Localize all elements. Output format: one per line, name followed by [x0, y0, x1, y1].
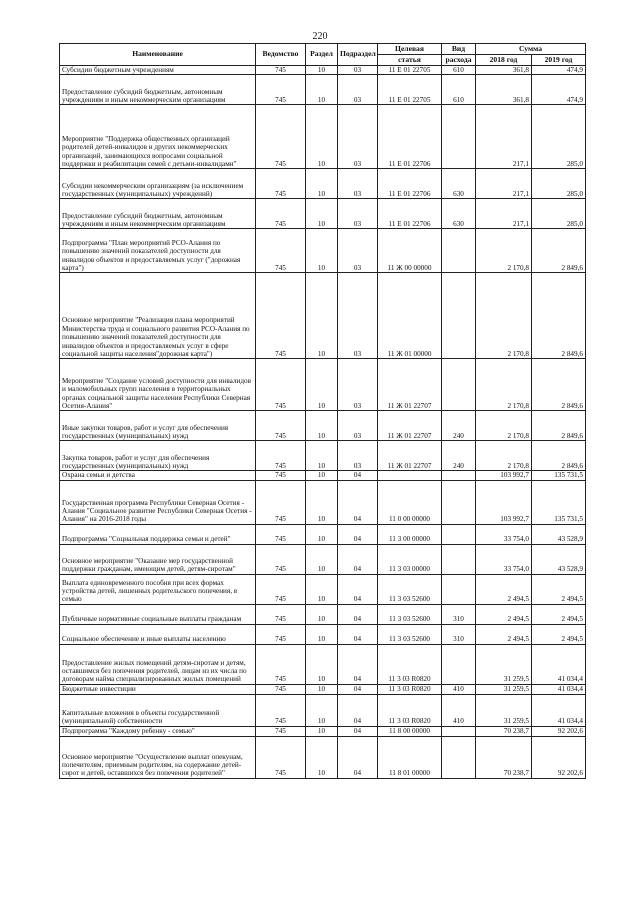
cell-name: Мероприятие "Создание условий доступности для инвалидов и маломобильных групп населения в территориальных органах социальной защиты населения Республики Северная Осетия-Алания": [60, 359, 256, 411]
cell-vid: [442, 736, 476, 778]
cell-vid: [442, 105, 476, 169]
header-summa: Сумма: [476, 44, 586, 55]
cell-2018: 217,1: [476, 169, 532, 199]
table-row: [60, 524, 586, 544]
cell-2019: 43 528,9: [532, 544, 586, 574]
cell-2018: 33 754,0: [476, 544, 532, 574]
cell-podrazdel: 04: [338, 471, 378, 480]
cell-podrazdel: 03: [338, 199, 378, 229]
table-header: [60, 44, 586, 66]
cell-vid: [442, 480, 476, 524]
table-row: [60, 273, 586, 359]
cell-podrazdel: 04: [338, 574, 378, 604]
cell-2018: 2 170,8: [476, 441, 532, 471]
cell-2018: 103 992,7: [476, 480, 532, 524]
table-row: [60, 726, 586, 736]
table-row: [60, 736, 586, 778]
cell-vedomstvo: 745: [256, 359, 306, 411]
cell-2019: 41 034,4: [532, 694, 586, 726]
cell-name: Предоставление жилых помещений детям-сиротам и детям, оставшимся без попечения родителей, лицам из их числа по договорам найма специализированных жилых помещений: [60, 644, 256, 684]
cell-vedomstvo: 745: [256, 544, 306, 574]
cell-vid: [442, 471, 476, 480]
cell-razdel: 10: [306, 169, 338, 199]
cell-target: 11 3 03 R0820: [378, 684, 442, 694]
cell-2019: 285,0: [532, 199, 586, 229]
header-vid-line1: Вид: [442, 44, 476, 55]
table-row: [60, 604, 586, 624]
header-name: Наименование: [60, 44, 256, 66]
cell-vid: 240: [442, 441, 476, 471]
cell-2018: 361,8: [476, 66, 532, 75]
cell-name: Закупка товаров, работ и услуг для обеспечения государственных (муниципальных) нужд: [60, 441, 256, 471]
cell-razdel: 10: [306, 105, 338, 169]
cell-2019: 2 494,5: [532, 604, 586, 624]
table-row: [60, 480, 586, 524]
cell-name: Капитальные вложения в объекты государственной (муниципальной) собственности: [60, 694, 256, 726]
cell-2019: 92 202,6: [532, 726, 586, 736]
cell-vedomstvo: 745: [256, 644, 306, 684]
cell-podrazdel: 04: [338, 736, 378, 778]
cell-podrazdel: 04: [338, 694, 378, 726]
cell-target: 11 3 03 R0820: [378, 644, 442, 684]
cell-vedomstvo: 745: [256, 199, 306, 229]
cell-2019: 43 528,9: [532, 524, 586, 544]
cell-podrazdel: 04: [338, 644, 378, 684]
cell-podrazdel: 03: [338, 105, 378, 169]
cell-2019: 2 849,6: [532, 411, 586, 441]
cell-vid: 610: [442, 75, 476, 105]
cell-name: Основное мероприятие "Осуществление выплат опекунам, попечителям, приемным родителям, на содержание детей-сирот и детей, оставшихся без попечения родителей": [60, 736, 256, 778]
table-row: [60, 75, 586, 105]
cell-target: 11 3 03 00000: [378, 544, 442, 574]
cell-razdel: 10: [306, 544, 338, 574]
cell-target: 11 3 03 52600: [378, 624, 442, 644]
cell-2019: 2 849,6: [532, 359, 586, 411]
cell-2019: 285,0: [532, 169, 586, 199]
cell-2018: 70 238,7: [476, 736, 532, 778]
table-row: [60, 544, 586, 574]
cell-2019: 135 731,5: [532, 480, 586, 524]
cell-vedomstvo: 745: [256, 169, 306, 199]
header-2018: 2018 год: [476, 55, 532, 66]
cell-target: 11 Е 01 22706: [378, 169, 442, 199]
cell-name: Предоставление субсидий бюджетным, автономным учреждениям и иным некоммерческим организациям: [60, 199, 256, 229]
cell-vedomstvo: 745: [256, 411, 306, 441]
cell-target: 11 0 00 00000: [378, 480, 442, 524]
cell-name: Субсидии бюджетным учреждениям: [60, 66, 256, 75]
cell-razdel: 10: [306, 471, 338, 480]
cell-vedomstvo: 745: [256, 624, 306, 644]
cell-razdel: 10: [306, 199, 338, 229]
cell-2019: 92 202,6: [532, 736, 586, 778]
cell-podrazdel: 03: [338, 169, 378, 199]
cell-2018: 2 170,8: [476, 229, 532, 273]
cell-vedomstvo: 745: [256, 684, 306, 694]
cell-vedomstvo: 745: [256, 105, 306, 169]
cell-razdel: 10: [306, 624, 338, 644]
cell-razdel: 10: [306, 480, 338, 524]
cell-target: 11 Е 01 22706: [378, 105, 442, 169]
cell-podrazdel: 03: [338, 229, 378, 273]
cell-vid: 630: [442, 169, 476, 199]
table-row: [60, 229, 586, 273]
cell-vid: 240: [442, 411, 476, 441]
cell-2019: 2 849,6: [532, 229, 586, 273]
cell-name: Субсидии некоммерческим организациям (за исключением государственных (муниципальных) учреждений): [60, 169, 256, 199]
cell-razdel: 10: [306, 359, 338, 411]
cell-vid: [442, 524, 476, 544]
cell-vedomstvo: 745: [256, 441, 306, 471]
cell-name: Мероприятие "Поддержка общественных организаций родителей детей-инвалидов и других некоммерческих организаций, занимающихся вопросами социальной поддержки и реабилитации семей с детьми-инвалидами": [60, 105, 256, 169]
cell-2019: 474,9: [532, 66, 586, 75]
cell-name: Подпрограмма "Социальная поддержка семьи и детей": [60, 524, 256, 544]
table-row: [60, 624, 586, 644]
cell-vedomstvo: 745: [256, 273, 306, 359]
table-row: [60, 199, 586, 229]
cell-name: Охрана семьи и детства: [60, 471, 256, 480]
cell-name: Социальное обеспечение и иные выплаты населению: [60, 624, 256, 644]
cell-podrazdel: 03: [338, 359, 378, 411]
cell-2019: 2 849,6: [532, 441, 586, 471]
cell-vedomstvo: 745: [256, 574, 306, 604]
cell-vid: 610: [442, 66, 476, 75]
cell-2018: 70 238,7: [476, 726, 532, 736]
cell-vid: [442, 574, 476, 604]
table-row: [60, 574, 586, 604]
cell-2018: 217,1: [476, 199, 532, 229]
cell-podrazdel: 03: [338, 411, 378, 441]
cell-vedomstvo: 745: [256, 471, 306, 480]
cell-podrazdel: 03: [338, 75, 378, 105]
cell-name: Подпрограмма "План мероприятий РСО-Алания по повышению значений показателей доступности для инвалидов объектов и предоставляемых услуг ("дорожная карта"): [60, 229, 256, 273]
cell-2018: 2 494,5: [476, 604, 532, 624]
cell-vedomstvo: 745: [256, 524, 306, 544]
cell-podrazdel: 04: [338, 524, 378, 544]
cell-name: Предоставление субсидий бюджетным, автономным учреждениям и иным некоммерческим организациям: [60, 75, 256, 105]
cell-razdel: 10: [306, 524, 338, 544]
cell-2018: 33 754,0: [476, 524, 532, 544]
header-vedomstvo: Ведомство: [256, 44, 306, 66]
header-razdel: Раздел: [306, 44, 338, 66]
cell-vedomstvo: 745: [256, 480, 306, 524]
cell-target: 11 8 00 00000: [378, 726, 442, 736]
cell-razdel: 10: [306, 229, 338, 273]
cell-target: 11 Ж 01 00000: [378, 273, 442, 359]
cell-2019: 41 034,4: [532, 644, 586, 684]
cell-target: 11 Ж 01 22707: [378, 411, 442, 441]
cell-target: 11 Ж 01 22707: [378, 359, 442, 411]
header-vid-line2: расхода: [442, 55, 476, 66]
cell-target: 11 3 03 R0820: [378, 694, 442, 726]
cell-vedomstvo: 745: [256, 75, 306, 105]
cell-2018: 31 259,5: [476, 694, 532, 726]
cell-vid: [442, 544, 476, 574]
cell-target: 11 Ж 00 00000: [378, 229, 442, 273]
cell-name: Бюджетные инвестиции: [60, 684, 256, 694]
cell-razdel: 10: [306, 684, 338, 694]
cell-2019: 2 849,6: [532, 273, 586, 359]
cell-razdel: 10: [306, 726, 338, 736]
cell-vedomstvo: 745: [256, 726, 306, 736]
cell-podrazdel: 04: [338, 604, 378, 624]
cell-target: 11 Ж 01 22707: [378, 441, 442, 471]
cell-2018: 2 170,8: [476, 411, 532, 441]
cell-podrazdel: 03: [338, 441, 378, 471]
cell-vid: [442, 273, 476, 359]
budget-table: [59, 43, 586, 779]
cell-target: 11 Е 01 22705: [378, 75, 442, 105]
cell-target: 11 3 03 52600: [378, 604, 442, 624]
cell-name: Публичные нормативные социальные выплаты гражданам: [60, 604, 256, 624]
cell-vid: 310: [442, 604, 476, 624]
cell-target: [378, 471, 442, 480]
cell-podrazdel: 04: [338, 480, 378, 524]
table-row: [60, 169, 586, 199]
table-row: [60, 105, 586, 169]
cell-target: 11 3 03 52600: [378, 574, 442, 604]
header-2019: 2019 год: [532, 55, 586, 66]
cell-2019: 41 034,4: [532, 684, 586, 694]
header-podrazdel: Подраздел: [338, 44, 378, 66]
cell-razdel: 10: [306, 694, 338, 726]
table-row: [60, 411, 586, 441]
cell-2018: 361,8: [476, 75, 532, 105]
cell-razdel: 10: [306, 604, 338, 624]
cell-razdel: 10: [306, 411, 338, 441]
cell-razdel: 10: [306, 66, 338, 75]
cell-vedomstvo: 745: [256, 229, 306, 273]
cell-vedomstvo: 745: [256, 694, 306, 726]
cell-razdel: 10: [306, 273, 338, 359]
table-row: [60, 441, 586, 471]
cell-vid: [442, 644, 476, 684]
cell-name: Выплата единовременного пособия при всех формах устройства детей, лишенных родительского попечения, в семью: [60, 574, 256, 604]
header-target-line2: статья: [378, 55, 442, 66]
cell-podrazdel: 04: [338, 544, 378, 574]
page-number: 220: [312, 31, 328, 42]
cell-2019: 135 731,5: [532, 471, 586, 480]
cell-podrazdel: 04: [338, 624, 378, 644]
cell-podrazdel: 04: [338, 684, 378, 694]
cell-target: 11 8 01 00000: [378, 736, 442, 778]
table-row: [60, 66, 586, 75]
cell-podrazdel: 03: [338, 273, 378, 359]
cell-razdel: 10: [306, 644, 338, 684]
cell-2018: 2 494,5: [476, 574, 532, 604]
cell-2019: 2 494,5: [532, 574, 586, 604]
table-row: [60, 471, 586, 480]
cell-podrazdel: 03: [338, 66, 378, 75]
cell-target: 11 Е 01 22706: [378, 199, 442, 229]
cell-vid: [442, 229, 476, 273]
cell-2018: 2 170,8: [476, 359, 532, 411]
cell-2018: 31 259,5: [476, 684, 532, 694]
cell-vid: [442, 359, 476, 411]
cell-vid: [442, 726, 476, 736]
cell-vid: 630: [442, 199, 476, 229]
cell-name: Подпрограмма "Каждому ребенку - семью": [60, 726, 256, 736]
cell-target: 11 Е 01 22705: [378, 66, 442, 75]
cell-target: 11 3 00 00000: [378, 524, 442, 544]
cell-vedomstvo: 745: [256, 736, 306, 778]
cell-2018: 103 992,7: [476, 471, 532, 480]
cell-name: Основное мероприятие "Реализация плана мероприятий Министерства труда и социального развития РСО-Алания по повышению значений показателей доступности для инвалидов объектов и предоставляемых услуг в сфере социальной защиты населения"дорожная карта"): [60, 273, 256, 359]
cell-vid: 310: [442, 624, 476, 644]
table-row: [60, 694, 586, 726]
cell-name: Государственная программа Республики Северная Осетия - Алания "Социальное развитие Республики Северная Осетия - Алания" на 2016-2018 годы: [60, 480, 256, 524]
cell-vedomstvo: 745: [256, 66, 306, 75]
cell-2018: 2 494,5: [476, 624, 532, 644]
cell-vid: 410: [442, 694, 476, 726]
cell-2019: 285,0: [532, 105, 586, 169]
cell-razdel: 10: [306, 736, 338, 778]
table-row: [60, 684, 586, 694]
cell-vid: 410: [442, 684, 476, 694]
cell-name: Иные закупки товаров, работ и услуг для обеспечения государственных (муниципальных) нужд: [60, 411, 256, 441]
table-row: [60, 359, 586, 411]
table-body: [60, 66, 586, 779]
cell-2019: 2 494,5: [532, 624, 586, 644]
cell-2018: 2 170,8: [476, 273, 532, 359]
cell-razdel: 10: [306, 75, 338, 105]
cell-2019: 474,9: [532, 75, 586, 105]
cell-2018: 31 259,5: [476, 644, 532, 684]
cell-razdel: 10: [306, 574, 338, 604]
cell-razdel: 10: [306, 441, 338, 471]
cell-name: Основное мероприятие "Оказание мер государственной поддержки гражданам, имеющим детей, детям-сиротам": [60, 544, 256, 574]
header-target-line1: Целевая: [378, 44, 442, 55]
cell-vedomstvo: 745: [256, 604, 306, 624]
cell-2018: 217,1: [476, 105, 532, 169]
cell-podrazdel: 04: [338, 726, 378, 736]
table-row: [60, 644, 586, 684]
